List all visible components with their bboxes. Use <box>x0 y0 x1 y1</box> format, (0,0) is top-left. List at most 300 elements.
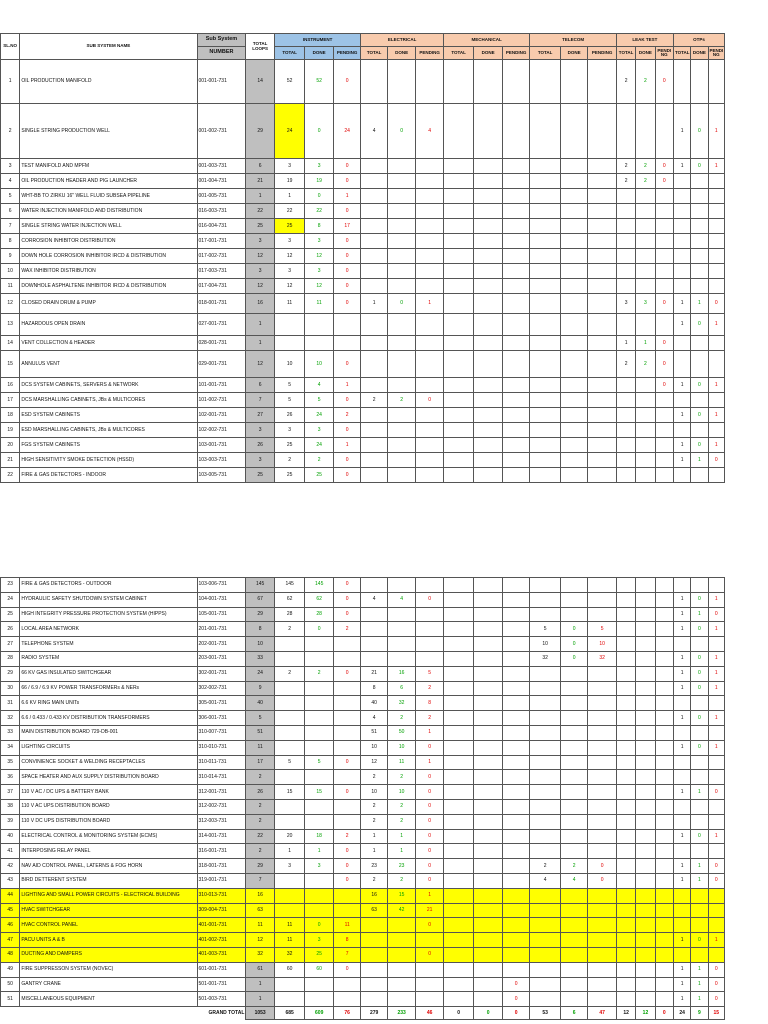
pend-cell: 1 <box>416 725 443 740</box>
pend-cell <box>708 725 724 740</box>
grand-total-row <box>1 1007 725 1020</box>
done-cell <box>636 859 655 874</box>
sub-system-name-cell: HIGH SENSITIVITY SMOKE DETECTION (HSSD) <box>20 453 197 468</box>
pend-cell: 10 <box>588 637 617 652</box>
total-cell <box>673 219 690 234</box>
sub-system-number-cell: 103-003-731 <box>197 453 246 468</box>
total-cell <box>361 174 387 189</box>
total-cell <box>443 294 474 314</box>
done-cell: 11 <box>305 294 334 314</box>
total-cell <box>361 992 387 1007</box>
total-cell <box>673 814 690 829</box>
pend-cell <box>502 622 529 637</box>
total-cell <box>616 104 635 159</box>
pend-cell <box>655 947 673 962</box>
pend-cell <box>502 264 530 279</box>
pend-cell <box>416 438 443 453</box>
total-cell: 3 <box>274 234 305 249</box>
total-cell <box>530 962 561 977</box>
total-loops-cell: 14 <box>246 60 275 104</box>
sl-no-cell: 6 <box>1 204 20 219</box>
done-cell <box>691 814 708 829</box>
total-cell <box>530 249 561 264</box>
pend-cell: 0 <box>333 755 360 770</box>
done-cell: 3 <box>636 294 655 314</box>
total-cell: 1 <box>673 933 690 948</box>
pend-cell: 2 <box>416 681 443 696</box>
total-cell <box>443 725 474 740</box>
done-cell <box>636 666 655 681</box>
sub-system-number-cell: 001-004-731 <box>197 174 246 189</box>
done-cell <box>560 903 587 918</box>
total-cell <box>443 592 474 607</box>
total-cell: 11 <box>274 933 305 948</box>
pend-cell <box>708 423 724 438</box>
table-row <box>1 174 725 189</box>
pend-cell <box>333 903 360 918</box>
pend-cell: 0 <box>416 799 443 814</box>
done-cell: 0 <box>305 622 334 637</box>
total-cell <box>443 336 474 351</box>
pend-cell: 1 <box>416 294 443 314</box>
sub-system-name-cell: DOWN HOLE CORROSION INHIBITOR IRCD & DISTRIBUTION <box>20 249 197 264</box>
pend-cell: 0 <box>416 829 443 844</box>
sub-system-name-cell: 6.6 / 0.433 / 0.433 KV DISTRIBUTION TRANSFORMERS <box>20 711 197 726</box>
total-cell <box>443 453 474 468</box>
done-cell <box>474 423 503 438</box>
total-cell <box>443 977 474 992</box>
sl-no-cell: 31 <box>1 696 20 711</box>
total-loops-cell: 29 <box>246 859 275 874</box>
done-cell <box>474 859 503 874</box>
total-cell <box>274 711 305 726</box>
done-cell <box>387 423 416 438</box>
total-cell <box>443 666 474 681</box>
pend-cell <box>655 977 673 992</box>
pend-cell: 1 <box>708 438 724 453</box>
done-cell <box>560 933 587 948</box>
table-row <box>1 607 725 622</box>
table-row <box>1 408 725 423</box>
sub-system-number-cell: 401-003-731 <box>197 947 246 962</box>
done-cell <box>474 408 503 423</box>
done-cell <box>636 438 655 453</box>
done-cell <box>636 219 655 234</box>
done-cell <box>560 607 587 622</box>
pend-cell: 0 <box>416 859 443 874</box>
pend-cell <box>416 189 443 204</box>
table-row <box>1 453 725 468</box>
done-cell <box>305 314 334 336</box>
done-cell: 3 <box>305 933 334 948</box>
total-cell <box>530 204 561 219</box>
pend-cell <box>588 933 617 948</box>
pend-cell <box>333 696 360 711</box>
sl-no-cell: 19 <box>1 423 20 438</box>
instrument-header: INSTRUMENT <box>274 34 361 47</box>
sl-no-cell: 40 <box>1 829 20 844</box>
pend-cell <box>588 468 617 483</box>
done-cell: 1 <box>691 859 708 874</box>
total-cell <box>616 785 635 800</box>
pend-cell: 0 <box>333 279 361 294</box>
total-cell <box>274 336 305 351</box>
total-cell: 16 <box>361 888 387 903</box>
total-cell <box>443 962 474 977</box>
sub-system-name-cell: SINGLE STRING PRODUCTION WELL <box>20 104 197 159</box>
sl-no-cell: 13 <box>1 314 20 336</box>
pend-cell: 0 <box>416 770 443 785</box>
pend-cell: 1 <box>708 314 724 336</box>
total-cell: 62 <box>274 592 305 607</box>
total-cell <box>361 423 387 438</box>
sub-system-number-cell: 501-001-731 <box>197 977 246 992</box>
pend-cell <box>502 770 529 785</box>
done-cell <box>691 725 708 740</box>
sub-system-number-cell: 310-007-731 <box>197 725 246 740</box>
pend-cell <box>655 873 673 888</box>
pend-cell <box>588 888 617 903</box>
pend-cell: 1 <box>333 189 361 204</box>
pend-cell: 0 <box>416 844 443 859</box>
pend-cell <box>502 189 530 204</box>
pend-cell: 0 <box>333 264 361 279</box>
done-cell: 60 <box>305 962 334 977</box>
done-cell <box>691 423 708 438</box>
done-cell <box>560 264 587 279</box>
done-cell <box>636 234 655 249</box>
col-header: DONE <box>636 47 655 60</box>
total-cell: 1 <box>673 785 690 800</box>
pend-cell: 1 <box>333 378 361 393</box>
done-cell: 0 <box>691 933 708 948</box>
total-cell: 26 <box>274 408 305 423</box>
grand-total-done-cell: 6 <box>560 1007 587 1020</box>
done-cell: 1 <box>691 785 708 800</box>
total-cell: 1 <box>673 592 690 607</box>
pend-cell <box>502 204 530 219</box>
pend-cell <box>502 755 529 770</box>
total-cell <box>361 234 387 249</box>
pend-cell: 0 <box>416 947 443 962</box>
total-loops-cell: 2 <box>246 844 275 859</box>
pend-cell: 0 <box>333 159 361 174</box>
done-cell <box>560 681 587 696</box>
pend-cell: 0 <box>708 785 724 800</box>
pend-cell <box>655 711 673 726</box>
sub-system-number-cell: 101-002-731 <box>197 393 246 408</box>
done-cell: 0 <box>560 637 587 652</box>
sub-system-name-cell: 66 / 6.9 / 6.9 KV POWER TRANSFORMERs & NERs <box>20 681 197 696</box>
done-cell <box>387 174 416 189</box>
total-cell <box>673 696 690 711</box>
pend-cell <box>708 234 724 249</box>
pend-cell <box>708 903 724 918</box>
total-loops-cell: 6 <box>246 159 275 174</box>
pend-cell <box>655 189 673 204</box>
table-row <box>1 755 725 770</box>
pend-cell <box>708 249 724 264</box>
telecom-header: TELECOM <box>530 34 617 47</box>
total-cell <box>361 453 387 468</box>
total-loops-cell: 3 <box>246 423 275 438</box>
col-header: TOTAL <box>274 47 305 60</box>
pend-cell: 0 <box>502 992 529 1007</box>
pend-cell: 0 <box>502 977 529 992</box>
total-cell: 4 <box>361 592 387 607</box>
sub-system-name-cell: 110 V AC UPS DISTRIBUTION BOARD <box>20 799 197 814</box>
grand-total-label: GRAND TOTAL <box>208 1009 245 1016</box>
done-cell <box>636 607 655 622</box>
total-cell <box>616 219 635 234</box>
total-cell <box>616 696 635 711</box>
done-cell <box>560 219 587 234</box>
total-cell <box>530 607 561 622</box>
total-cell: 2 <box>530 859 561 874</box>
done-cell <box>691 60 708 104</box>
done-cell <box>636 189 655 204</box>
pend-cell <box>588 666 617 681</box>
total-cell <box>274 992 305 1007</box>
leak-test-header: LEAK TEST <box>616 34 673 47</box>
sl-no-cell: 37 <box>1 785 20 800</box>
col-header: PENDI NG <box>708 47 724 60</box>
total-cell <box>443 933 474 948</box>
total-cell <box>274 903 305 918</box>
total-loops-cell: 3 <box>246 264 275 279</box>
total-cell <box>361 977 387 992</box>
sl-no-cell: 28 <box>1 651 20 666</box>
total-cell: 2 <box>616 351 635 378</box>
pend-cell: 1 <box>708 711 724 726</box>
pend-cell <box>655 219 673 234</box>
done-cell <box>474 578 503 593</box>
done-cell <box>387 651 416 666</box>
done-cell <box>636 711 655 726</box>
sub-system-number-cell: 306-001-731 <box>197 711 246 726</box>
col-header: TOTAL <box>361 47 387 60</box>
pend-cell <box>416 159 443 174</box>
sub-system-number-cell: 017-002-731 <box>197 249 246 264</box>
total-cell: 4 <box>361 711 387 726</box>
total-cell: 1 <box>673 740 690 755</box>
pend-cell <box>655 279 673 294</box>
done-cell <box>560 770 587 785</box>
pend-cell: 0 <box>333 60 361 104</box>
pend-cell <box>588 607 617 622</box>
pend-cell <box>502 351 530 378</box>
sub-system-name-cell: HIGH INTEGRITY PRESSURE PROTECTION SYSTEM (HIPPS) <box>20 607 197 622</box>
total-loops-cell: 51 <box>246 725 275 740</box>
pend-cell: 5 <box>416 666 443 681</box>
sub-system-name-cell: TELEPHONE SYSTEM <box>20 637 197 652</box>
total-cell: 1 <box>673 992 690 1007</box>
pend-cell <box>333 725 360 740</box>
total-cell <box>616 249 635 264</box>
done-cell: 2 <box>305 666 334 681</box>
pend-cell <box>416 336 443 351</box>
done-cell: 1 <box>691 977 708 992</box>
table-row <box>1 294 725 314</box>
pend-cell <box>333 681 360 696</box>
pend-cell <box>588 785 617 800</box>
pend-cell: 0 <box>416 918 443 933</box>
pend-cell <box>502 607 529 622</box>
sub-system-number-cell: 001-001-731 <box>197 60 246 104</box>
total-cell <box>361 314 387 336</box>
pend-cell <box>416 992 443 1007</box>
sub-system-number-cell: 310-013-731 <box>197 888 246 903</box>
col-header: DONE <box>691 47 708 60</box>
done-cell <box>560 785 587 800</box>
sl-no-cell: 46 <box>1 918 20 933</box>
total-cell: 60 <box>274 962 305 977</box>
total-loops-cell: 1 <box>246 992 275 1007</box>
pend-cell <box>502 947 529 962</box>
done-cell <box>560 799 587 814</box>
total-cell <box>443 607 474 622</box>
total-cell <box>673 336 690 351</box>
done-cell: 2 <box>387 393 416 408</box>
total-cell: 32 <box>530 651 561 666</box>
table-row <box>1 423 725 438</box>
pend-cell: 0 <box>416 393 443 408</box>
pend-cell <box>416 314 443 336</box>
done-cell: 0 <box>305 189 334 204</box>
pend-cell: 0 <box>655 294 673 314</box>
total-loops-cell: 40 <box>246 696 275 711</box>
sub-system-name-cell: CONVINIENCE SOCKET & WELDING RECEPTACLES <box>20 755 197 770</box>
total-cell <box>530 918 561 933</box>
total-cell <box>274 977 305 992</box>
done-cell: 10 <box>387 740 416 755</box>
col-header: DONE <box>305 47 334 60</box>
pend-cell <box>588 438 617 453</box>
total-cell <box>530 336 561 351</box>
sub-system-number-cell: 501-003-731 <box>197 992 246 1007</box>
pend-cell <box>502 453 530 468</box>
table-row <box>1 933 725 948</box>
table-row <box>1 962 725 977</box>
total-cell <box>274 770 305 785</box>
total-cell <box>673 189 690 204</box>
done-cell <box>474 249 503 264</box>
done-cell: 0 <box>691 681 708 696</box>
total-cell: 51 <box>361 725 387 740</box>
done-cell: 0 <box>305 104 334 159</box>
total-cell <box>616 423 635 438</box>
table-row <box>1 60 725 104</box>
total-cell: 2 <box>361 814 387 829</box>
status-table-bottom <box>0 577 725 1020</box>
sl-no-cell: 48 <box>1 947 20 962</box>
total-cell <box>443 578 474 593</box>
pend-cell <box>588 696 617 711</box>
sub-system-name-cell: FIRE & GAS DETECTORS - OUTDOOR <box>20 578 197 593</box>
done-cell <box>560 159 587 174</box>
done-cell <box>691 204 708 219</box>
done-cell <box>560 725 587 740</box>
total-loops-cell: 11 <box>246 918 275 933</box>
pend-cell <box>502 962 529 977</box>
done-cell <box>474 873 503 888</box>
total-cell: 8 <box>361 681 387 696</box>
total-cell <box>616 844 635 859</box>
total-cell <box>443 438 474 453</box>
pend-cell <box>502 378 530 393</box>
pend-cell: 2 <box>333 829 360 844</box>
total-cell <box>443 651 474 666</box>
table-row <box>1 903 725 918</box>
done-cell <box>636 651 655 666</box>
sub-system-number-cell: 027-001-731 <box>197 314 246 336</box>
pend-cell: 1 <box>708 104 724 159</box>
sub-system-number-cell: 601-001-731 <box>197 962 246 977</box>
total-cell: 10 <box>361 740 387 755</box>
sub-system-name-cell: DOWNHOLE ASPHALTENE INHIBITOR IRCD & DISTRIBUTION <box>20 279 197 294</box>
done-cell <box>691 947 708 962</box>
pend-cell <box>708 264 724 279</box>
pend-cell: 0 <box>708 873 724 888</box>
done-cell: 0 <box>691 711 708 726</box>
total-cell <box>443 844 474 859</box>
total-cell <box>673 578 690 593</box>
pend-cell <box>708 918 724 933</box>
total-cell <box>530 770 561 785</box>
sl-no-cell: 12 <box>1 294 20 314</box>
total-cell <box>361 351 387 378</box>
table-row <box>1 918 725 933</box>
sub-system-name-cell: ESD SYSTEM CABINETS <box>20 408 197 423</box>
done-cell <box>474 294 503 314</box>
pend-cell: 8 <box>333 933 360 948</box>
total-cell <box>616 918 635 933</box>
done-cell: 0 <box>691 740 708 755</box>
total-cell <box>673 234 690 249</box>
pend-cell <box>502 918 529 933</box>
sub-system-name-cell: LIGHTING AND SMALL POWER CIRCUITS - ELECTRICAL BUILDING <box>20 888 197 903</box>
total-cell <box>616 770 635 785</box>
total-cell <box>530 592 561 607</box>
pend-cell <box>502 651 529 666</box>
sub-system-name-cell: HYDRAULIC SAFETY SHUTDOWN SYSTEM CABINET <box>20 592 197 607</box>
sl-no-cell: 32 <box>1 711 20 726</box>
pend-cell <box>416 453 443 468</box>
sub-system-name-cell: DCS MARSHALLING CABINETS, JBs & MULTICORES <box>20 393 197 408</box>
done-cell <box>305 681 334 696</box>
pend-cell <box>502 799 529 814</box>
total-cell: 24 <box>274 104 305 159</box>
pend-cell <box>588 814 617 829</box>
total-cell: 1 <box>673 977 690 992</box>
total-loops-cell: 1 <box>246 314 275 336</box>
done-cell: 4 <box>305 378 334 393</box>
sub-system-number-cell: 305-001-731 <box>197 696 246 711</box>
done-cell: 1 <box>691 453 708 468</box>
total-cell <box>443 859 474 874</box>
total-cell <box>443 918 474 933</box>
col-header: PENDING <box>416 47 443 60</box>
total-cell <box>616 438 635 453</box>
pend-cell: 1 <box>708 651 724 666</box>
pend-cell <box>333 651 360 666</box>
sl-no-cell: 1 <box>1 60 20 104</box>
sub-system-number-cell: 314-001-731 <box>197 829 246 844</box>
sub-system-name-cell: OIL PRODUCTION HEADER AND PIG LAUNCHER <box>20 174 197 189</box>
total-cell <box>361 651 387 666</box>
total-cell <box>443 104 474 159</box>
total-loops-cell: 3 <box>246 234 275 249</box>
